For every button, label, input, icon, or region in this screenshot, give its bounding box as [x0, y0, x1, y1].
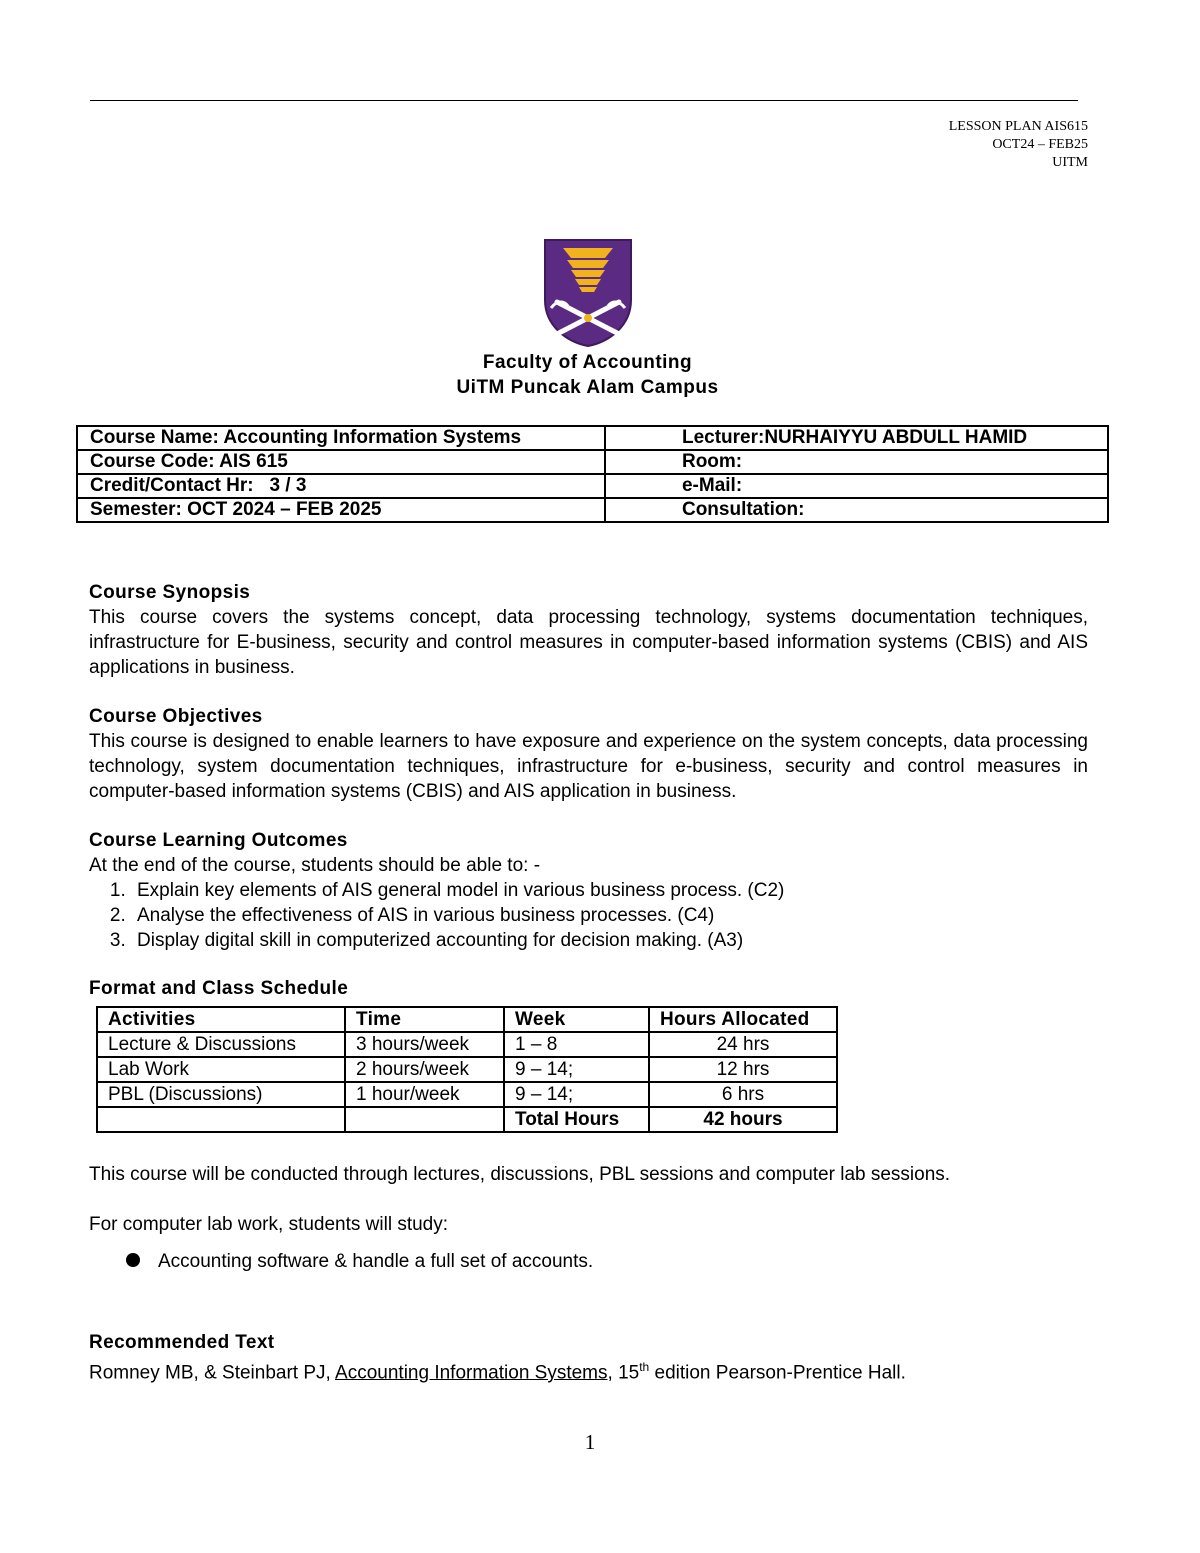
header-line-institution: UITM [1052, 155, 1088, 170]
lab-intro-text: For computer lab work, students will study: [89, 1214, 449, 1235]
header-rule [90, 100, 1078, 101]
course-code-cell: Course Code: AIS 615 [77, 450, 605, 474]
empty-cell [97, 1107, 345, 1132]
time-cell: 2 hours/week [345, 1057, 504, 1082]
course-name-cell: Course Name: Accounting Information Systems [77, 426, 605, 450]
empty-cell [345, 1107, 504, 1132]
uitm-crest-logo [543, 238, 633, 348]
header-line-lesson-plan: LESSON PLAN AIS615 [948, 119, 1088, 134]
total-hours-label: Total Hours [504, 1107, 649, 1132]
table-row [77, 450, 1108, 474]
synopsis-heading: Course Synopsis [89, 582, 251, 603]
faculty-name: Faculty of Accounting [482, 352, 693, 373]
citation-superscript: th [639, 1360, 650, 1374]
activity-cell: PBL (Discussions) [97, 1082, 345, 1107]
time-cell: 3 hours/week [345, 1032, 504, 1057]
column-header-time: Time [345, 1007, 504, 1032]
outcomes-intro: At the end of the course, students should be able to: - [89, 855, 541, 876]
outcomes-list [89, 878, 1088, 953]
table-row [77, 426, 1108, 450]
conduct-text: This course will be conducted through lectures, discussions, PBL sessions and computer lab sessions. [89, 1164, 951, 1185]
class-schedule-table [96, 1006, 838, 1133]
lecturer-cell: Lecturer:NURHAIYYU ABDULL HAMID [605, 426, 1108, 450]
column-header-week: Week [504, 1007, 649, 1032]
credit-hours-cell: Credit/Contact Hr: 3 / 3 [77, 474, 605, 498]
total-hours-value: 42 hours [649, 1107, 837, 1132]
list-item: 1. Explain key elements of AIS general model in various business process. (C2) [131, 878, 1088, 903]
week-cell: 9 – 14; [504, 1057, 649, 1082]
recommended-heading: Recommended Text [89, 1332, 275, 1353]
activity-cell: Lecture & Discussions [97, 1032, 345, 1057]
citation-authors: Romney MB, & Steinbart PJ, [89, 1362, 336, 1384]
objectives-text: This course is designed to enable learners to have exposure and experience on the system concepts, data processing technology, system documentation techniques, infrastructure for e-business, security and control measures in computer-based information systems (CBIS) and AIS application in business. [89, 731, 1088, 802]
citation-title: Accounting Information Systems [335, 1362, 608, 1384]
schedule-heading: Format and Class Schedule [89, 978, 349, 999]
list-item: 3. Display digital skill in computerized accounting for decision making. (A3) [131, 928, 1088, 953]
hours-cell: 6 hrs [649, 1082, 837, 1107]
table-row [97, 1057, 837, 1082]
recommended-text-section [89, 1330, 1088, 1385]
room-cell: Room: [605, 450, 1108, 474]
hours-cell: 12 hrs [649, 1057, 837, 1082]
citation-rest: edition Pearson-Prentice Hall. [649, 1362, 906, 1384]
consultation-cell: Consultation: [605, 498, 1108, 522]
lab-bullet-item [126, 1249, 593, 1274]
recommended-citation [89, 1355, 1088, 1385]
table-row [97, 1032, 837, 1057]
week-cell: 9 – 14; [504, 1082, 649, 1107]
table-row [97, 1082, 837, 1107]
week-cell: 1 – 8 [504, 1032, 649, 1057]
outcomes-heading: Course Learning Outcomes [89, 830, 348, 851]
lab-bullet-text: Accounting software & handle a full set of accounts. [158, 1251, 594, 1272]
learning-outcomes-section [89, 828, 1088, 953]
citation-separator: , 15 [607, 1362, 640, 1384]
course-info-table [76, 425, 1109, 523]
hours-cell: 24 hrs [649, 1032, 837, 1057]
synopsis-text: This course covers the systems concept, data processing technology, systems documentation techniques, infrastructure for E-business, security and control measures in computer-based information systems (CBIS) and AIS applications in business. [89, 607, 1088, 678]
objectives-heading: Course Objectives [89, 706, 263, 727]
time-cell: 1 hour/week [345, 1082, 504, 1107]
page-number: 1 [584, 1430, 596, 1454]
column-header-hours: Hours Allocated [649, 1007, 837, 1032]
activity-cell: Lab Work [97, 1057, 345, 1082]
course-objectives-section [89, 704, 1088, 804]
bullet-icon [126, 1253, 140, 1267]
table-row [77, 474, 1108, 498]
table-row [77, 498, 1108, 522]
semester-cell: Semester: OCT 2024 – FEB 2025 [77, 498, 605, 522]
course-synopsis-section [89, 580, 1088, 680]
document-header [949, 118, 1088, 172]
column-header-activities: Activities [97, 1007, 345, 1032]
header-line-semester: OCT24 – FEB25 [992, 137, 1088, 152]
list-item: 2. Analyse the effectiveness of AIS in various business processes. (C4) [131, 903, 1088, 928]
campus-name: UiTM Puncak Alam Campus [456, 377, 719, 398]
table-total-row [97, 1107, 837, 1132]
table-header-row [97, 1007, 837, 1032]
email-cell: e-Mail: [605, 474, 1108, 498]
